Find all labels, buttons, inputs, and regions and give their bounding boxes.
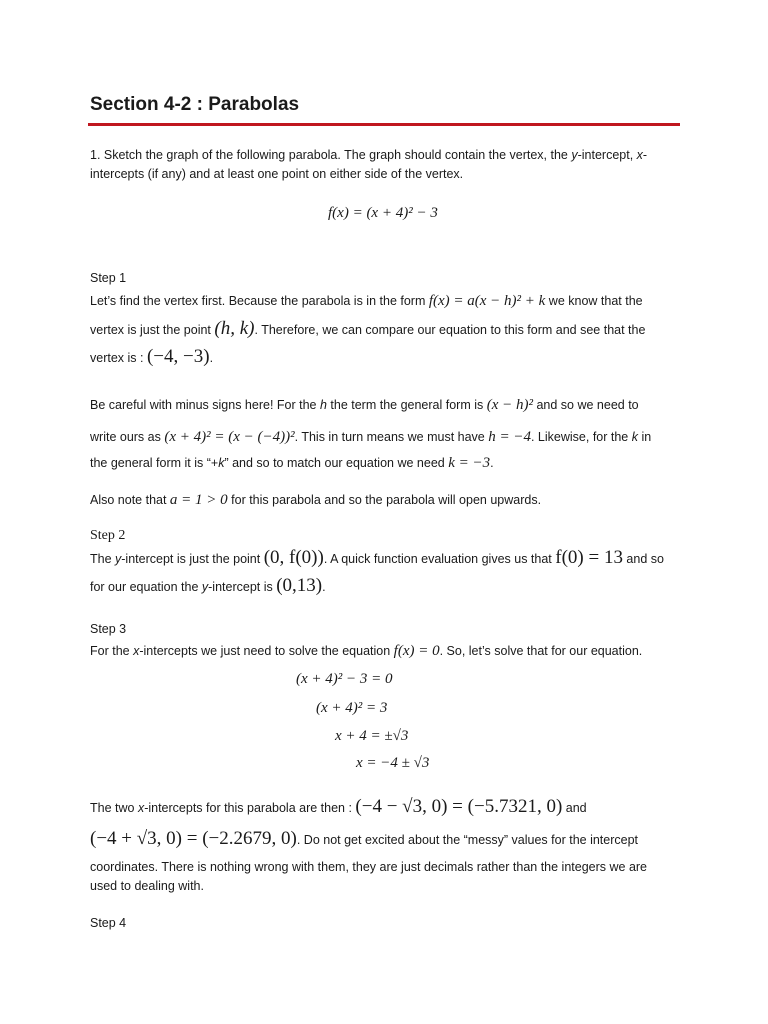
solve-step-4: x = −4 ± √3 [356,755,430,771]
step2-heading: Step 2 [90,528,126,543]
step3-line-1: For the x-intercepts we just need to solve the equation f(x) = 0. So, let’s solve that for our equation. [90,643,643,659]
step1-note-line: Also note that a = 1 > 0 for this parabola and so the parabola will open upwards. [90,492,542,508]
step1-line-2: vertex is just the point (h, k). Therefore, we can compare our equation to this form and see that the [90,318,646,339]
problem-equation: f(x) = (x + 4)² − 3 [328,205,438,221]
step2-line-2: for our equation the y-intercept is (0,13). [90,575,326,596]
step4-heading: Step 4 [90,916,127,930]
problem-line-2: intercepts (if any) and at least one point on either side of the vertex. [90,167,464,181]
step3-heading: Step 3 [90,622,127,636]
solve-step-2: (x + 4)² = 3 [316,700,388,716]
step1-heading: Step 1 [90,271,127,285]
solve-step-1: (x + 4)² − 3 = 0 [296,671,393,687]
problem-line-1: 1. Sketch the graph of the following parabola. The graph should contain the vertex, the y-intercept, x- [90,148,648,162]
solve-step-3: x + 4 = ±√3 [335,728,409,744]
step1-write-line: write ours as (x + 4)² = (x − (−4))². This in turn means we must have h = −4. Likewise, for the k in [90,429,652,445]
page-title: Section 4-2 : Parabolas [90,94,300,115]
step1-line-1: Let’s find the vertex first. Because the parabola is in the form f(x) = a(x − h)² + k we know that the [90,293,643,309]
title-underline [88,123,680,126]
step3-intercepts-line: The two x-intercepts for this parabola are then : (−4 − √3, 0) = (−5.7321, 0) and [90,796,587,817]
step1-general-line: the general form it is “+k” and so to match our equation we need k = −3. [90,455,494,471]
step3-used-line: used to dealing with. [90,879,204,893]
step1-careful-line: Be careful with minus signs here! For the h the term the general form is (x − h)² and so we need to [90,397,639,413]
step2-line-1: The y-intercept is just the point (0, f(0)). A quick function evaluation gives us that f(0) = 13 and so [90,547,664,568]
step1-line-3: vertex is : (−4, −3). [90,346,214,367]
step3-coords-line: coordinates. There is nothing wrong with them, they are just decimals rather than the integers we are [90,860,648,874]
step3-second-intercept-line: (−4 + √3, 0) = (−2.2679, 0). Do not get excited about the “messy” values for the intercept [90,828,639,849]
